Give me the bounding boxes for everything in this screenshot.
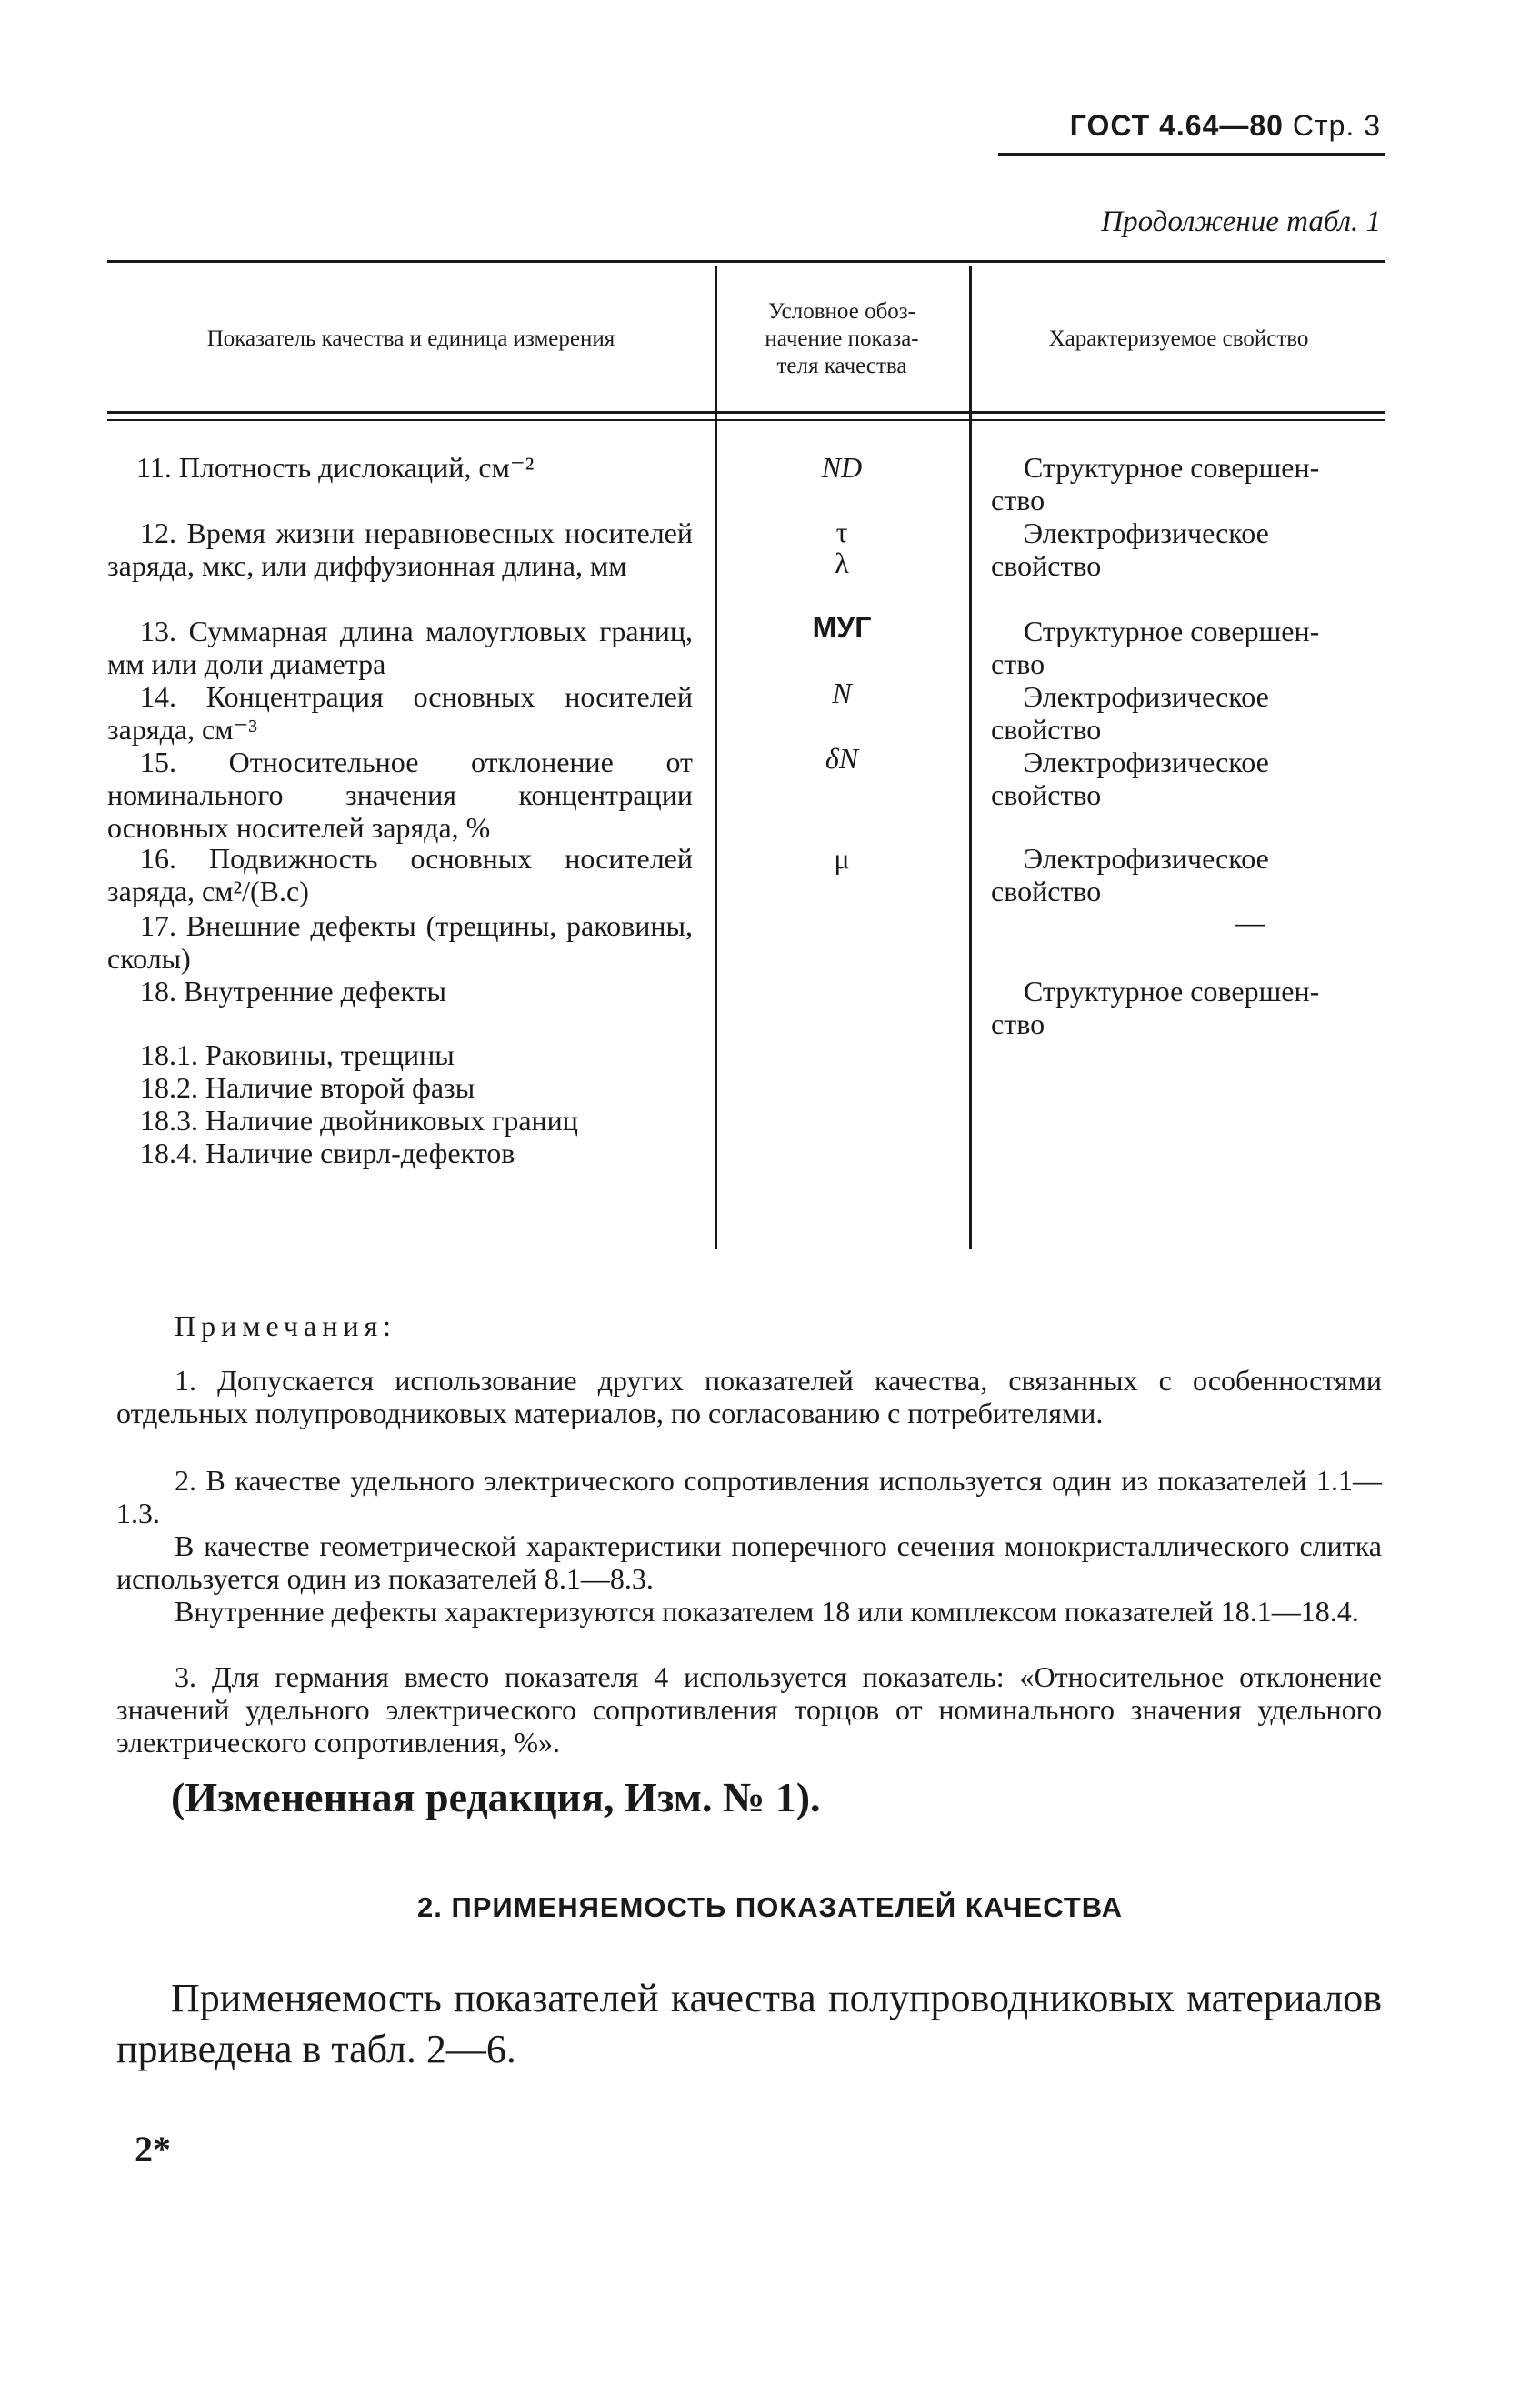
property-row-15: Электрофизическое свойство xyxy=(991,746,1269,811)
property-row-12: Электрофизическое свойство xyxy=(991,516,1269,582)
header-rule xyxy=(998,153,1385,156)
standard-number: ГОСТ 4.64—80 xyxy=(1069,109,1284,142)
column-header-indicator: Показатель качества и единица измерения xyxy=(206,326,615,351)
property-row-16: Электрофизическое свойство xyxy=(991,842,1269,907)
table-continuation-label: Продолжение табл. 1 xyxy=(1101,206,1381,238)
indicator-row-13: 13. Суммарная длина малоугловых границ, мм или доли диаметра xyxy=(107,615,693,680)
amendment-note: (Измененная редакция, Изм. № 1). xyxy=(171,1774,821,1820)
property-row-13: Структурное совершен- ство xyxy=(991,615,1320,680)
column-header-property: Характеризуемое свойство xyxy=(1048,326,1309,351)
note-2: 2. В качестве удельного электрического сопротивления используется один из показателей 1.1—1.3. xyxy=(116,1464,1382,1529)
indicator-row-18-3: 18.3. Наличие двойниковых границ xyxy=(140,1104,578,1137)
indicator-row-18: 18. Внутренние дефекты xyxy=(140,975,447,1008)
table-header-rule-2 xyxy=(107,419,1385,421)
signature-mark: 2* xyxy=(135,2129,171,2170)
symbol-row-14: N xyxy=(832,677,852,709)
symbol-row-11: ND xyxy=(821,451,863,484)
table-header-rule-1 xyxy=(107,411,1385,414)
symbol-row-15: δN xyxy=(825,742,859,775)
indicator-row-18-4: 18.4. Наличие свирл-дефектов xyxy=(140,1137,515,1169)
indicator-row-18-1: 18.1. Раковины, трещины xyxy=(140,1038,455,1071)
indicator-row-16: 16. Подвижность основных носителей заряда, см²/(В.с) xyxy=(107,842,693,907)
indicator-row-15: 15. Относительное отклонение от номинального значения концентрации основных носителей заряда, % xyxy=(107,746,693,844)
symbol-row-16: μ xyxy=(834,842,850,875)
property-row-18: Структурное совершен- ство xyxy=(991,975,1320,1040)
property-row-11: Структурное совершен- ство xyxy=(991,451,1320,516)
indicator-row-12: 12. Время жизни неравновесных носителей заряда, мкс, или диффузионная длина, мм xyxy=(107,516,693,582)
table-column-divider-1 xyxy=(715,266,717,1249)
property-row-17: — xyxy=(1235,906,1265,938)
property-row-14: Электрофизическое свойство xyxy=(991,680,1269,746)
page-number: Стр. 3 xyxy=(1292,109,1381,142)
table-top-rule xyxy=(107,260,1385,263)
note-3: 3. Для германия вместо показателя 4 используется показатель: «Относительное отклонение значений удельного электрического сопротивления торцов от номинального значения удельного электрического сопротивления, %». xyxy=(116,1660,1382,1759)
symbol-row-12: τ λ xyxy=(835,516,849,579)
note-1: 1. Допускается использование других показателей качества, связанных с особенностями отдельных полупроводниковых материалов, по согласованию с потребителями. xyxy=(116,1364,1382,1429)
document-header xyxy=(1070,109,1381,143)
indicator-row-17: 17. Внешние дефекты (трещины, раковины, сколы) xyxy=(107,909,693,975)
indicator-row-14: 14. Концентрация основных носителей заряда, см⁻³ xyxy=(107,680,693,746)
section-title: 2. ПРИМЕНЯЕМОСТЬ ПОКАЗАТЕЛЕЙ КАЧЕСТВА xyxy=(416,1891,1124,1923)
symbol-row-13: МУГ xyxy=(812,611,872,644)
note-2-geometry: В качестве геометрической характеристики поперечного сечения монокристаллического слитка используется один из показателей 8.1—8.3. xyxy=(116,1529,1382,1595)
indicator-row-11: 11. Плотность дислокаций, см⁻² xyxy=(136,451,535,484)
table-column-divider-2 xyxy=(969,266,972,1249)
note-2-defects: Внутренние дефекты характеризуются показателем 18 или комплексом показателей 18.1—18.4. xyxy=(175,1595,1359,1628)
indicator-row-18-2: 18.2. Наличие второй фазы xyxy=(140,1071,475,1104)
column-header-symbol: Условное обоз- начение показа- теля качества xyxy=(765,299,919,378)
notes-heading: Примечания: xyxy=(175,1309,397,1342)
section-paragraph: Применяемость показателей качества полупроводниковых материалов приведена в табл. 2—6. xyxy=(116,1976,1382,2071)
